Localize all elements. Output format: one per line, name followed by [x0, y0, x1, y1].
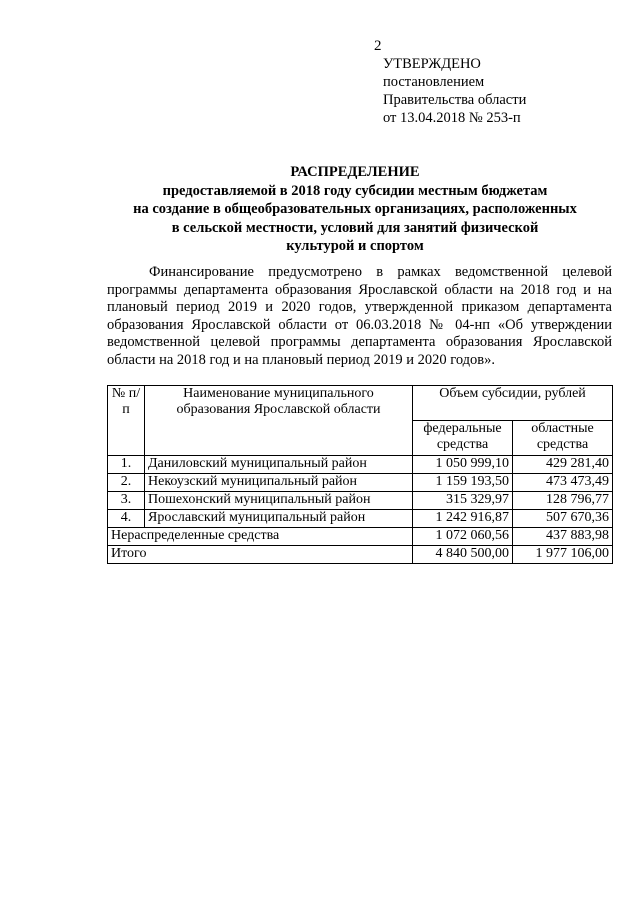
total-regional: 1 977 106,00: [513, 546, 613, 564]
intro-paragraph: Финансирование предусмотрено в рамках ведомственной целевой программы департамента образования Ярославской области на 2018 год и на плановый период 2019 и 2020 годов, утвержденной приказом департамента образования Ярославской области от 06.03.2018 № 04-нп «Об утверждении ведомственной целевой программы департамента образования Ярославской области на 2018 год и на плановый период 2019 и 2020 годов».: [107, 264, 612, 368]
row-federal: 1 242 916,87: [413, 510, 513, 528]
row-federal: 1 050 999,10: [413, 456, 513, 474]
row-regional: 473 473,49: [513, 474, 613, 492]
header-federal: федеральные средства: [413, 421, 513, 456]
title-line-5: культурой и спортом: [286, 238, 424, 254]
row-num: 3.: [108, 492, 145, 510]
title-line-3: на создание в общеобразовательных организациях, расположенных: [133, 201, 577, 217]
unallocated-regional: 437 883,98: [513, 528, 613, 546]
approval-line-approved: УТВЕРЖДЕНО: [383, 56, 481, 72]
row-num: 1.: [108, 456, 145, 474]
title-line-4: в сельской местности, условий для занятий физической: [171, 219, 539, 236]
table-header-row: [108, 386, 613, 421]
total-federal: 4 840 500,00: [413, 546, 513, 564]
title-line-2: предоставляемой в 2018 году субсидии местным бюджетам: [162, 182, 548, 199]
row-federal: 1 159 193,50: [413, 474, 513, 492]
header-volume: Объем субсидии, рублей: [413, 386, 613, 421]
page-number: 2: [374, 38, 382, 54]
header-name: Наименование муниципального образования Ярославской области: [145, 386, 413, 456]
row-name: Некоузский муниципальный район: [145, 474, 413, 492]
approval-line-resolution: постановлением: [383, 74, 485, 90]
table-row: [108, 510, 613, 528]
row-num: 2.: [108, 474, 145, 492]
approval-stamp: [383, 55, 526, 127]
approval-line-government: Правительства области: [383, 92, 527, 108]
row-name: Пошехонский муниципальный район: [145, 492, 413, 510]
row-name: Ярославский муниципальный район: [145, 510, 413, 528]
total-row: [108, 546, 613, 564]
table-row: [108, 474, 613, 492]
unallocated-label: Нераспределенные средства: [108, 528, 413, 546]
table-row: [108, 456, 613, 474]
total-label: Итого: [108, 546, 413, 564]
row-regional: 429 281,40: [513, 456, 613, 474]
row-federal: 315 329,97: [413, 492, 513, 510]
row-num: 4.: [108, 510, 145, 528]
table-row: [108, 492, 613, 510]
row-regional: 128 796,77: [513, 492, 613, 510]
row-name: Даниловский муниципальный район: [145, 456, 413, 474]
document-title: [100, 163, 610, 256]
subsidy-table: [107, 385, 613, 564]
title-line-1: РАСПРЕДЕЛЕНИЕ: [290, 164, 420, 180]
header-regional: областные средства: [513, 421, 613, 456]
row-regional: 507 670,36: [513, 510, 613, 528]
unallocated-row: [108, 528, 613, 546]
unallocated-federal: 1 072 060,56: [413, 528, 513, 546]
approval-line-date-number: от 13.04.2018 № 253-п: [383, 110, 521, 126]
header-num: № п/п: [108, 386, 145, 456]
